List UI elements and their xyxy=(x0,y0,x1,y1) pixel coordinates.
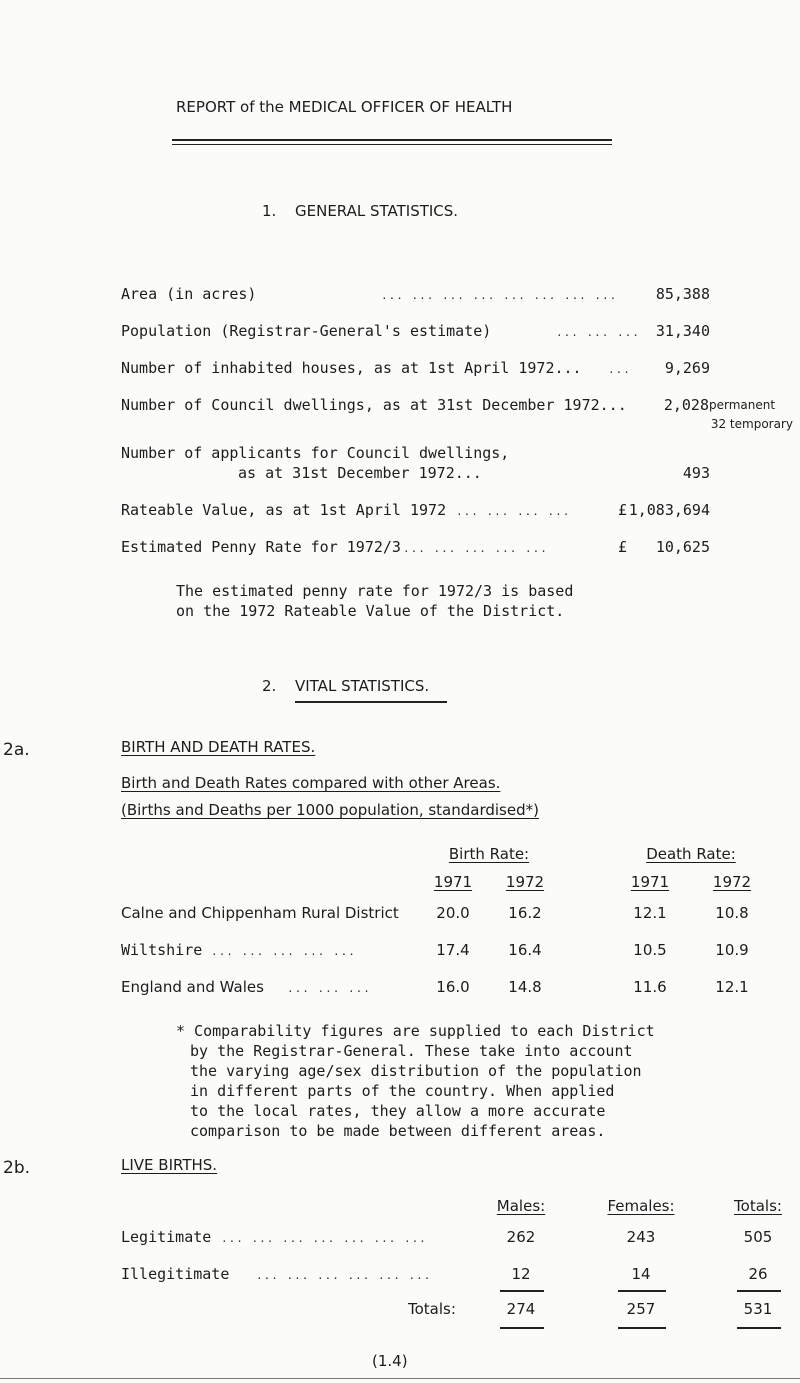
rateable-value-dots: ... ... ... ... xyxy=(456,505,571,518)
section2a-subheading2: (Births and Deaths per 1000 population, standardised*) xyxy=(121,801,539,819)
table-row-label: Illegitimate xyxy=(121,1265,230,1283)
table-cell: 10.8 xyxy=(715,904,749,922)
rateable-value-label: Rateable Value, as at 1st April 1972 xyxy=(121,501,447,519)
table-cell: 20.0 xyxy=(436,904,470,922)
table-cell: 505 xyxy=(743,1228,773,1246)
header-rule-thin xyxy=(172,144,612,145)
death-1972-header: 1972 xyxy=(712,873,752,891)
table-cell: 16.2 xyxy=(508,904,542,922)
table-row-label: Calne and Chippenham Rural District xyxy=(121,904,399,922)
section2-heading: VITAL STATISTICS. xyxy=(295,677,430,695)
table-cell: 531 xyxy=(743,1300,773,1318)
table-row-dots: ... ... ... xyxy=(287,982,371,995)
penny-rate-currency: £ xyxy=(618,538,628,556)
rateable-value-value: 1,083,694 xyxy=(628,501,710,519)
totals-row-label: Totals: xyxy=(408,1300,456,1318)
table-row-dots: ... ... ... ... ... xyxy=(211,945,356,958)
table-cell: 14.8 xyxy=(508,978,542,996)
footnote-line: comparison to be made between different areas. xyxy=(190,1122,606,1140)
footnote-line: by the Registrar-General. These take into account xyxy=(190,1042,633,1060)
column-rule xyxy=(500,1327,544,1329)
applicants-label: Number of applicants for Council dwellings, xyxy=(121,444,510,462)
table-cell: 12 xyxy=(511,1265,531,1283)
table-row-label: Legitimate xyxy=(121,1228,212,1246)
death-rate-group-header: Death Rate: xyxy=(646,845,736,863)
report-title: REPORT of the MEDICAL OFFICER OF HEALTH xyxy=(176,98,513,116)
council-dwellings-permanent: permanent xyxy=(709,398,776,412)
death-1971-header: 1971 xyxy=(630,873,670,891)
totals-header: Totals: xyxy=(734,1197,782,1215)
column-rule xyxy=(737,1290,781,1292)
table-row-label: England and Wales xyxy=(121,978,264,996)
section2b-heading: LIVE BIRTHS. xyxy=(121,1156,218,1174)
section1-heading: GENERAL STATISTICS. xyxy=(295,202,459,220)
council-dwellings-label: Number of Council dwellings, as at 31st December 1972... xyxy=(121,396,627,414)
inhabited-houses-dots: ... xyxy=(608,363,631,376)
penny-rate-value: 10,625 xyxy=(655,538,710,556)
population-value: 31,340 xyxy=(655,322,710,340)
table-cell: 16.0 xyxy=(436,978,470,996)
table-cell: 26 xyxy=(748,1265,768,1283)
table-cell: 262 xyxy=(506,1228,536,1246)
table-cell: 12.1 xyxy=(633,904,667,922)
footnote-line: in different parts of the country. When applied xyxy=(190,1082,615,1100)
column-rule xyxy=(618,1327,666,1329)
birth-1972-header: 1972 xyxy=(505,873,545,891)
inhabited-houses-value: 9,269 xyxy=(664,359,710,377)
table-row-dots: ... ... ... ... ... ... ... xyxy=(221,1232,427,1245)
footnote-line: the varying age/sex distribution of the population xyxy=(190,1062,642,1080)
females-header: Females: xyxy=(607,1197,675,1215)
column-rule xyxy=(737,1327,781,1329)
table-cell: 14 xyxy=(631,1265,651,1283)
table-cell: 243 xyxy=(626,1228,656,1246)
column-rule xyxy=(500,1290,544,1292)
birth-1971-header: 1971 xyxy=(433,873,473,891)
page-number: (1.4) xyxy=(372,1352,408,1370)
section2b-marker: 2b. xyxy=(3,1158,31,1178)
section2a-subheading: Birth and Death Rates compared with other Areas. xyxy=(121,774,501,792)
table-cell: 17.4 xyxy=(436,941,470,959)
table-row-label: Wiltshire xyxy=(121,941,203,959)
table-cell: 257 xyxy=(626,1300,656,1318)
table-cell: 274 xyxy=(506,1300,536,1318)
area-value: 85,388 xyxy=(655,285,710,303)
rateable-value-currency: £ xyxy=(618,501,628,519)
section2a-marker: 2a. xyxy=(3,740,30,760)
area-dots: ... ... ... ... ... ... ... ... xyxy=(381,289,618,302)
section2-heading-rule xyxy=(295,701,447,703)
section2a-heading: BIRTH AND DEATH RATES. xyxy=(121,738,316,756)
footnote-line: * Comparability figures are supplied to each District xyxy=(176,1022,655,1040)
section1-number: 1. xyxy=(262,202,277,220)
header-rule xyxy=(172,139,612,141)
table-cell: 10.9 xyxy=(715,941,749,959)
council-dwellings-temporary: 32 temporary xyxy=(710,417,793,431)
footnote-line: to the local rates, they allow a more accurate xyxy=(190,1102,606,1120)
table-cell: 10.5 xyxy=(633,941,667,959)
birth-rate-group-header: Birth Rate: xyxy=(448,845,530,863)
applicants-value: 493 xyxy=(682,464,710,482)
penny-rate-note-line2: on the 1972 Rateable Value of the District. xyxy=(176,602,565,620)
penny-rate-note-line1: The estimated penny rate for 1972/3 is based xyxy=(176,582,574,600)
table-cell: 11.6 xyxy=(633,978,667,996)
population-label: Population (Registrar-General's estimate) xyxy=(121,322,492,340)
penny-rate-dots: ... ... ... ... ... xyxy=(403,542,548,555)
area-label: Area (in acres) xyxy=(121,285,257,303)
section2-number: 2. xyxy=(262,677,277,695)
council-dwellings-value: 2,028 xyxy=(663,396,709,414)
column-rule xyxy=(618,1290,666,1292)
table-cell: 16.4 xyxy=(508,941,542,959)
table-cell: 12.1 xyxy=(715,978,749,996)
population-dots: ... ... ... xyxy=(556,326,640,339)
applicants-label-2: as at 31st December 1972... xyxy=(238,464,482,482)
table-row-dots: ... ... ... ... ... ... xyxy=(256,1269,432,1282)
inhabited-houses-label: Number of inhabited houses, as at 1st April 1972... xyxy=(121,359,582,377)
penny-rate-label: Estimated Penny Rate for 1972/3 xyxy=(121,538,401,556)
bottom-edge-rule xyxy=(0,1378,800,1379)
males-header: Males: xyxy=(496,1197,546,1215)
